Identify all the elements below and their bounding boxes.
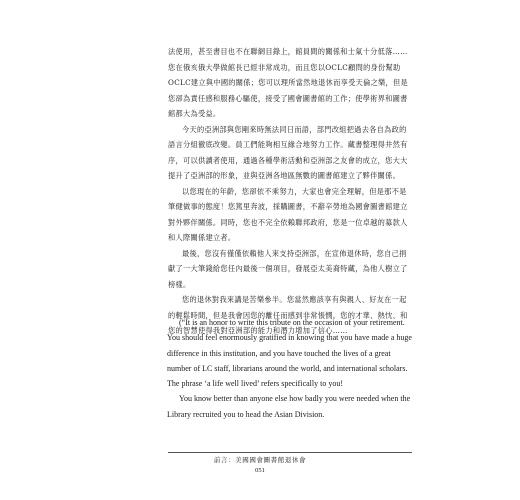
running-footer-title: 前言：美國國會圖書館退休會	[213, 456, 307, 464]
chinese-paragraph-2: 今天的亞洲部與您剛來時無法同日而語，部門改組把過去各自為政的語言分組徹底改變。員工們能夠相互緣合地努力工作。藏書整理得井然有序，可以供讀者使用，通過各種學術活動和亞洲部之友會的成立，您大大提升了亞洲部的形象，並與亞洲各地區無數的圖書館建立了夥伴關係。	[168, 124, 408, 180]
chinese-paragraph-4: 最後，您沒有僅僅依賴他人來支持亞洲部，在宣佈退休時，您自己捐獻了一大筆錢給您任內最後一個項目，發展亞太美裔特藏，為他人樹立了榜樣。	[168, 248, 408, 289]
english-body-text	[167, 315, 413, 422]
chinese-paragraph-3: 以您現在的年齡，您卻依不乘努力，大家也會完全理解，但是那不是筆健做事的態度！您篤里奔波，採購圖書，不辭辛勞地為國會圖書館建立對外夥伴關係。同時，您也不完全依賴聯邦政府，您是一位卓越的募款人和人際關係建立者。	[168, 186, 408, 242]
chinese-body-text	[168, 44, 412, 339]
footer-divider	[168, 452, 412, 453]
chinese-paragraph-5: 您的退休對我來講是苦樂參半。您當然應該享有與親人、好友在一起的輕鬆時間，但是我會因您的離任而感到非常悵憫。您的才華、熱忱、和您的智慧使得我對亞洲部的能力和潛力增加了信心……	[168, 295, 408, 335]
chinese-paragraph-1: 法使用，甚至書目也不在聯網目錄上，館員間的關係和士氣十分低落……您在俄亥俄大學做館長已經非常成功，而且您以OCLC顧問的身份幫助OCLC建立與中國的關係；您可以理所當然地退休而享受天倫之樂，但是您卻為責任感和服務心驅使，接受了國會圖書館的工作；使學術界和圖書館都大為受益。	[168, 47, 409, 118]
english-paragraph-1: (“It is an honor to write this tribute on the occasion of your retirement. You should feel enormously gratified in knowing that you have made a huge difference in this institution, and you have touched the lives of a great number of LC staff, librarians around the world, and international scholars. The phrase ‘a life well lived’ refers specifically to you!	[167, 318, 412, 389]
page-number: 051	[255, 467, 265, 474]
english-paragraph-2: You know better than anyone else how badly you were needed when the Library recruited you to head the Asian Division.	[167, 394, 411, 419]
